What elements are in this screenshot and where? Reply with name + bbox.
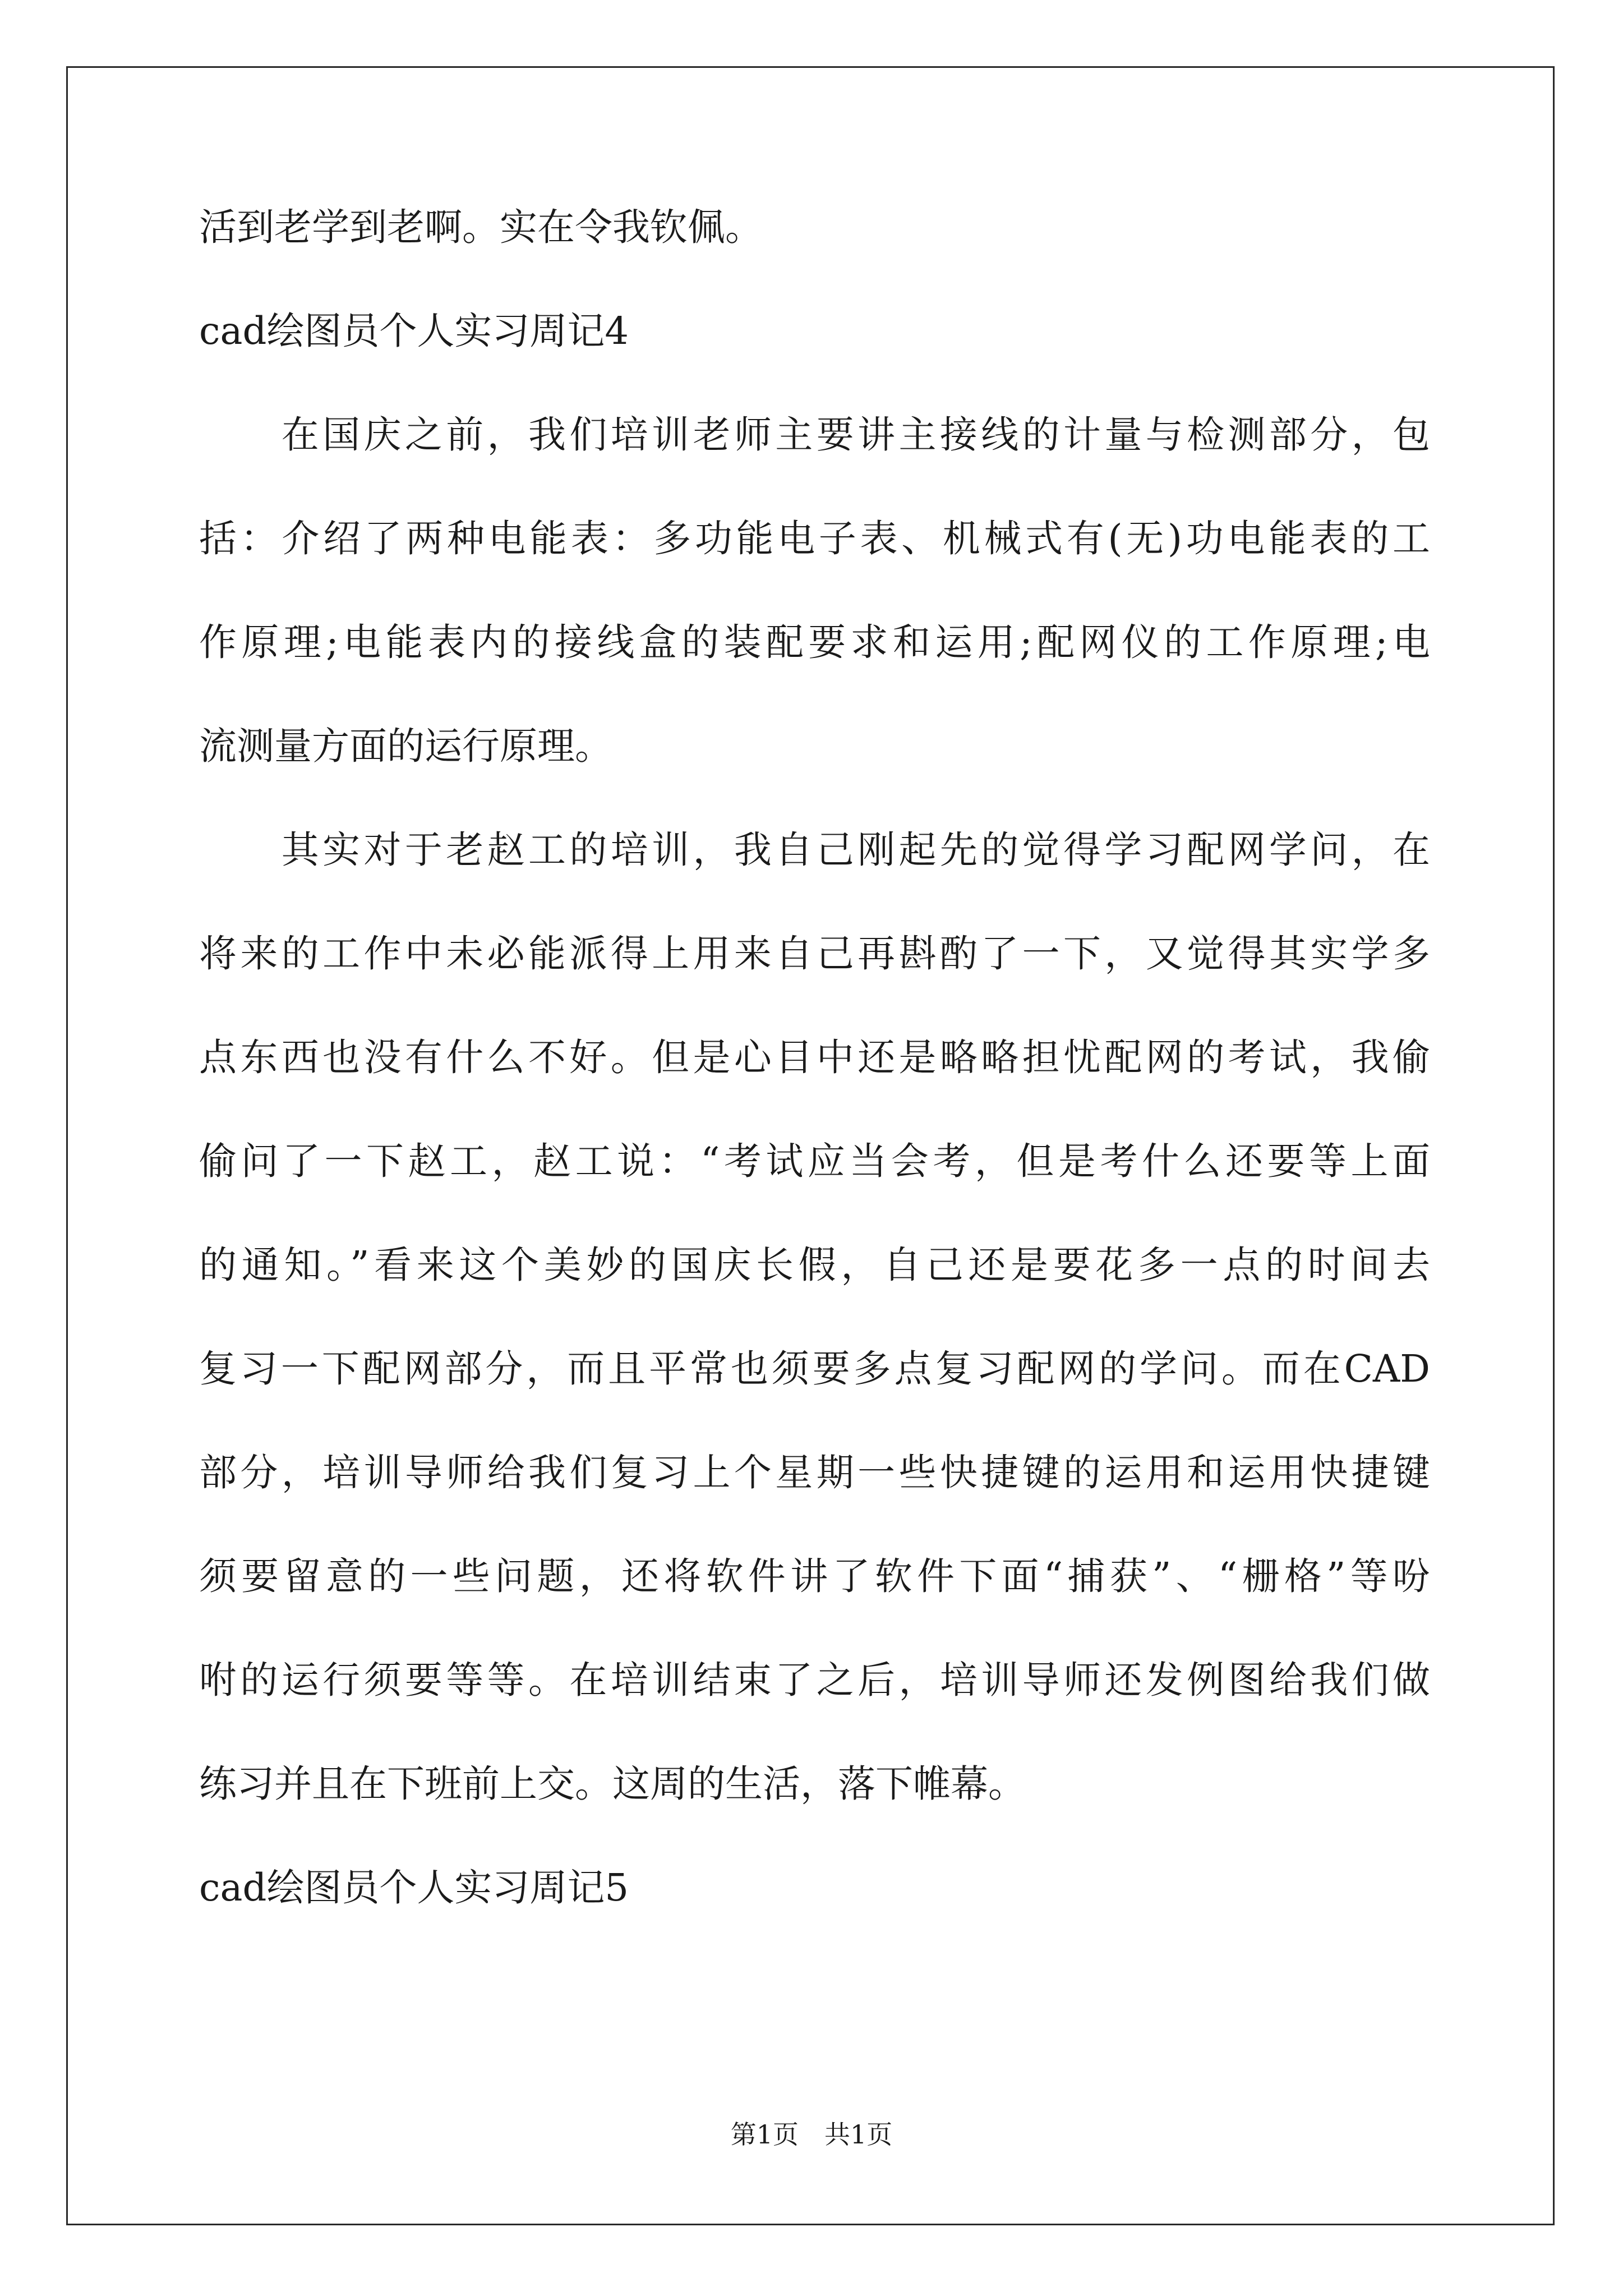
text-line: 其实对于老赵工的培训，我自己刚起先的觉得学习配网学问，在 [199, 828, 1430, 872]
section-heading: cad绘图员个人实习周记4 [199, 309, 629, 353]
text-line: 部分，培训导师给我们复习上个星期一些快捷键的运用和运用快捷键 [199, 1451, 1430, 1494]
section-heading: cad绘图员个人实习周记5 [199, 1866, 629, 1910]
page-number-footer: 第1页 共1页 [730, 2119, 893, 2150]
text-line: 作原理;电能表内的接线盒的装配要求和运用;配网仪的工作原理;电 [199, 620, 1430, 664]
text-line: 须要留意的一些问题，还将软件讲了软件下面“捕获”、“栅格”等吩 [199, 1554, 1430, 1598]
text-line: 偷问了一下赵工，赵工说：“考试应当会考，但是考什么还要等上面 [199, 1139, 1430, 1183]
text-line: 咐的运行须要等等。在培训结束了之后，培训导师还发例图给我们做 [199, 1658, 1430, 1702]
text-line: 点东西也没有什么不好。但是心目中还是略略担忧配网的考试，我偷 [199, 1036, 1430, 1079]
text-line: 流测量方面的运行原理。 [199, 724, 612, 768]
text-line: 的通知。”看来这个美妙的国庆长假，自己还是要花多一点的时间去 [199, 1243, 1430, 1287]
text-line: 在国庆之前，我们培训老师主要讲主接线的计量与检测部分，包 [199, 413, 1430, 457]
text-line: 活到老学到老啊。实在令我钦佩。 [199, 205, 763, 249]
text-line: 将来的工作中未必能派得上用来自己再斟酌了一下，又觉得其实学多 [199, 932, 1430, 976]
text-line: 练习并且在下班前上交。这周的生活，落下帷幕。 [199, 1762, 1026, 1806]
text-line: 复习一下配网部分，而且平常也须要多点复习配网的学问。而在CAD [199, 1347, 1430, 1391]
text-line: 括：介绍了两种电能表：多功能电子表、机械式有(无)功电能表的工 [199, 517, 1430, 560]
